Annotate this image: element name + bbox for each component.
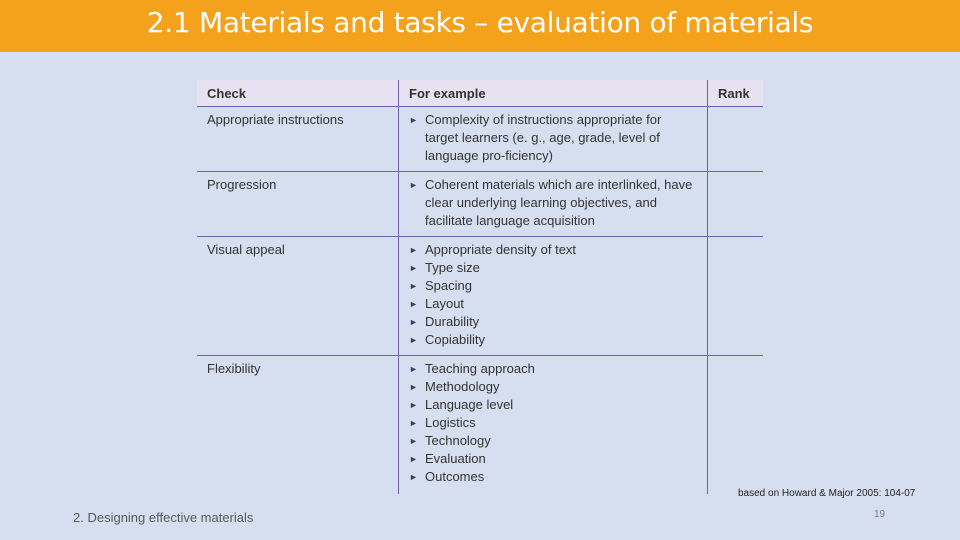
bullet-arrow-icon: ► — [409, 317, 418, 327]
page-number: 19 — [874, 509, 886, 520]
list-item — [409, 176, 697, 230]
check-cell: Visual appeal — [197, 237, 399, 356]
header-for-example: For example — [399, 80, 708, 107]
table-row — [197, 172, 763, 237]
example-list — [409, 111, 697, 165]
example-text: Layout — [425, 296, 465, 311]
check-cell: Progression — [197, 172, 399, 237]
list-item — [409, 450, 697, 468]
example-text: Logistics — [425, 415, 476, 430]
example-text: Technology — [425, 433, 491, 448]
bullet-arrow-icon: ► — [409, 364, 418, 374]
list-item — [409, 111, 697, 165]
list-item — [409, 432, 697, 450]
bullet-arrow-icon: ► — [409, 263, 418, 273]
header-rank: Rank — [708, 80, 764, 107]
evaluation-table — [197, 80, 763, 494]
list-item — [409, 295, 697, 313]
example-list — [409, 360, 697, 486]
example-text: Spacing — [425, 278, 472, 293]
bullet-arrow-icon: ► — [409, 400, 418, 410]
examples-cell — [399, 356, 708, 494]
example-text: Language level — [425, 397, 514, 412]
rank-cell — [708, 172, 764, 237]
list-item — [409, 396, 697, 414]
list-item — [409, 331, 697, 349]
bullet-arrow-icon: ► — [409, 382, 418, 392]
example-text: Methodology — [425, 379, 500, 394]
rank-cell — [708, 107, 764, 172]
example-text: Type size — [425, 260, 480, 275]
list-item — [409, 414, 697, 432]
bullet-arrow-icon: ► — [409, 281, 418, 291]
table-header-row — [197, 80, 763, 107]
examples-cell — [399, 237, 708, 356]
list-item — [409, 378, 697, 396]
example-list — [409, 176, 697, 230]
rank-cell — [708, 237, 764, 356]
example-text: Copiability — [425, 332, 485, 347]
header-check: Check — [197, 80, 399, 107]
table-row — [197, 107, 763, 172]
list-item — [409, 468, 697, 486]
bullet-arrow-icon: ► — [409, 335, 418, 345]
bullet-arrow-icon: ► — [409, 245, 418, 255]
list-item — [409, 313, 697, 331]
examples-cell — [399, 172, 708, 237]
source-citation: based on Howard & Major 2005: 104-07 — [738, 488, 916, 499]
example-list — [409, 241, 697, 349]
bullet-arrow-icon: ► — [409, 454, 418, 464]
bullet-arrow-icon: ► — [409, 115, 418, 125]
example-text: Durability — [425, 314, 480, 329]
table-row — [197, 237, 763, 356]
list-item — [409, 241, 697, 259]
bullet-arrow-icon: ► — [409, 436, 418, 446]
check-cell: Appropriate instructions — [197, 107, 399, 172]
example-text: Outcomes — [425, 469, 485, 484]
title-bar — [0, 0, 960, 52]
slide-title: 2.1 Materials and tasks – evaluation of materials — [146, 6, 814, 39]
example-text: Appropriate density of text — [425, 242, 577, 257]
footer-section-title: 2. Designing effective materials — [73, 510, 254, 525]
bullet-arrow-icon: ► — [409, 180, 418, 190]
example-text: Teaching approach — [425, 361, 535, 376]
list-item — [409, 259, 697, 277]
example-text: Coherent materials which are interlinked, have clear underlying learning objectives, and facilitate language acquisition — [425, 177, 693, 228]
list-item — [409, 277, 697, 295]
example-text: Evaluation — [425, 451, 486, 466]
example-text: Complexity of instructions appropriate for target learners (e. g., age, grade, level of language pro-ficiency) — [425, 112, 662, 163]
rank-cell — [708, 356, 764, 494]
table-row — [197, 356, 763, 494]
bullet-arrow-icon: ► — [409, 299, 418, 309]
bullet-arrow-icon: ► — [409, 418, 418, 428]
list-item — [409, 360, 697, 378]
check-cell: Flexibility — [197, 356, 399, 494]
bullet-arrow-icon: ► — [409, 472, 418, 482]
examples-cell — [399, 107, 708, 172]
